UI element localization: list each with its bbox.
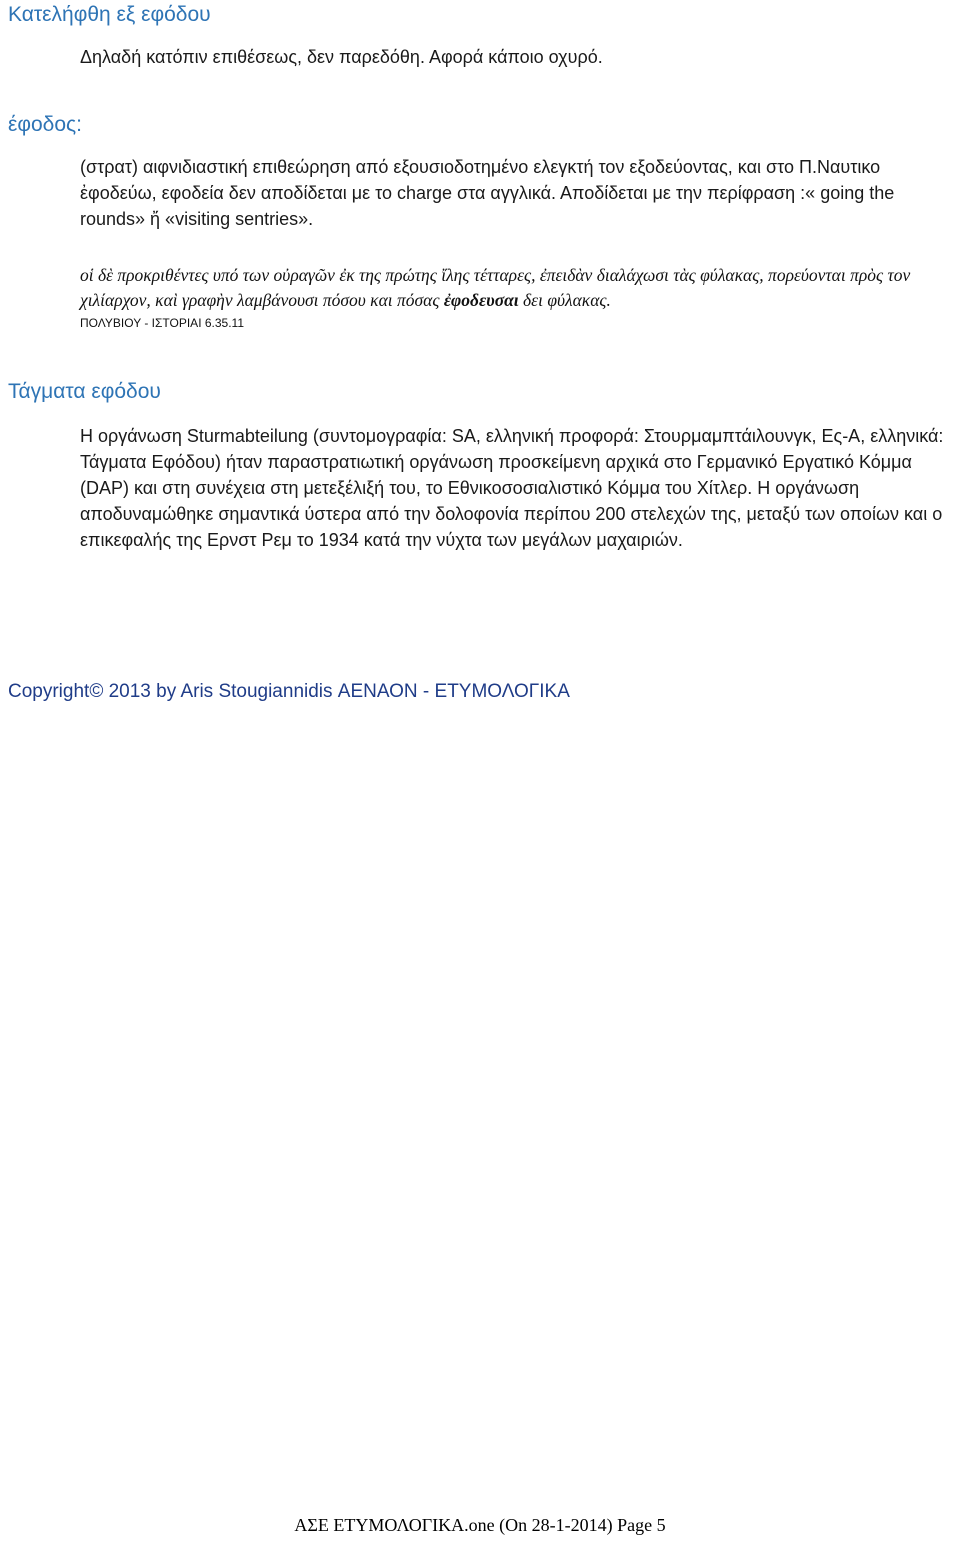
quote-source: ΠΟΛΥΒΙΟΥ - ΙΣΤΟΡΙΑΙ 6.35.11	[80, 316, 245, 330]
page-footer: ΑΣΕ ΕΤΥΜΟΛΟΓΙΚΑ.one (On 28-1-2014) Page 5	[294, 1515, 666, 1535]
heading-tagmata-efodou: Τάγματα εφόδου	[8, 380, 161, 403]
quote-text-part1: οἱ δὲ προκριθέντες υπό των οὐραγῶν ἐκ της πρώτης ἴλης τέτταρες, ἐπειδὰν διαλάχωσι τὰς φύλακας, πορεύονται πρὸς τον χιλίαρχον, καὶ γραφὴν λαμβάνουσι πόσου και πόσας	[80, 265, 911, 310]
paragraph-definition: Δηλαδή κατόπιν επιθέσεως, δεν παρεδόθη. Αφορά κάποιο οχυρό.	[80, 47, 603, 67]
paragraph-sa: Η οργάνωση Sturmabteilung (συντομογραφία: SA, ελληνική προφορά: Στουρμαμπτάιλουνγκ, Ες-Α, ελληνικά: Τάγματα Εφόδου) ήταν παραστρατιωτική οργάνωση προσκείμενη αρχικά στο Γερμανικό Εργατικό Κόμμα (DAP) και στη συνέχεια στη μετεξέλιξή του, το Εθνικοσοσιαλιστικό Κόμμα του Χίτλερ. Η οργάνωση αποδυναμώθηκε σημαντικά ύστερα από την δολοφονία περίπου 200 στελεχών της, μεταξύ των οποίων και ο επικεφαλής της Ερνστ Ρεμ το 1934 κατά την νύχτα των μεγάλων μαχαιριών.	[80, 426, 944, 550]
paragraph-efodos-meaning: (στρατ) αιφνιδιαστική επιθεώρηση από εξουσιοδοτημένο ελεγκτή τον εξοδεύοντας, και στο Π.Ναυτικο ἐφοδεύω, εφοδεία δεν αποδίδεται με το charge στα αγγλικά. Αποδίδεται με την περίφραση :« going the rounds» ἤ «visiting sentries».	[80, 157, 895, 229]
copyright-line: Copyright© 2013 by Aris Stougiannidis ΑΕΝΑΟΝ - ΕΤΥΜΟΛΟΓΙΚΑ	[8, 681, 570, 702]
heading-katelifthi: Κατελήφθη εξ εφόδου	[8, 3, 211, 26]
quote-bold-word: ἐφοδευσαι	[443, 290, 519, 310]
ancient-quote	[80, 263, 955, 313]
heading-efodos: έφοδος:	[8, 113, 82, 136]
quote-text-part2: δει φύλακας.	[518, 290, 611, 310]
